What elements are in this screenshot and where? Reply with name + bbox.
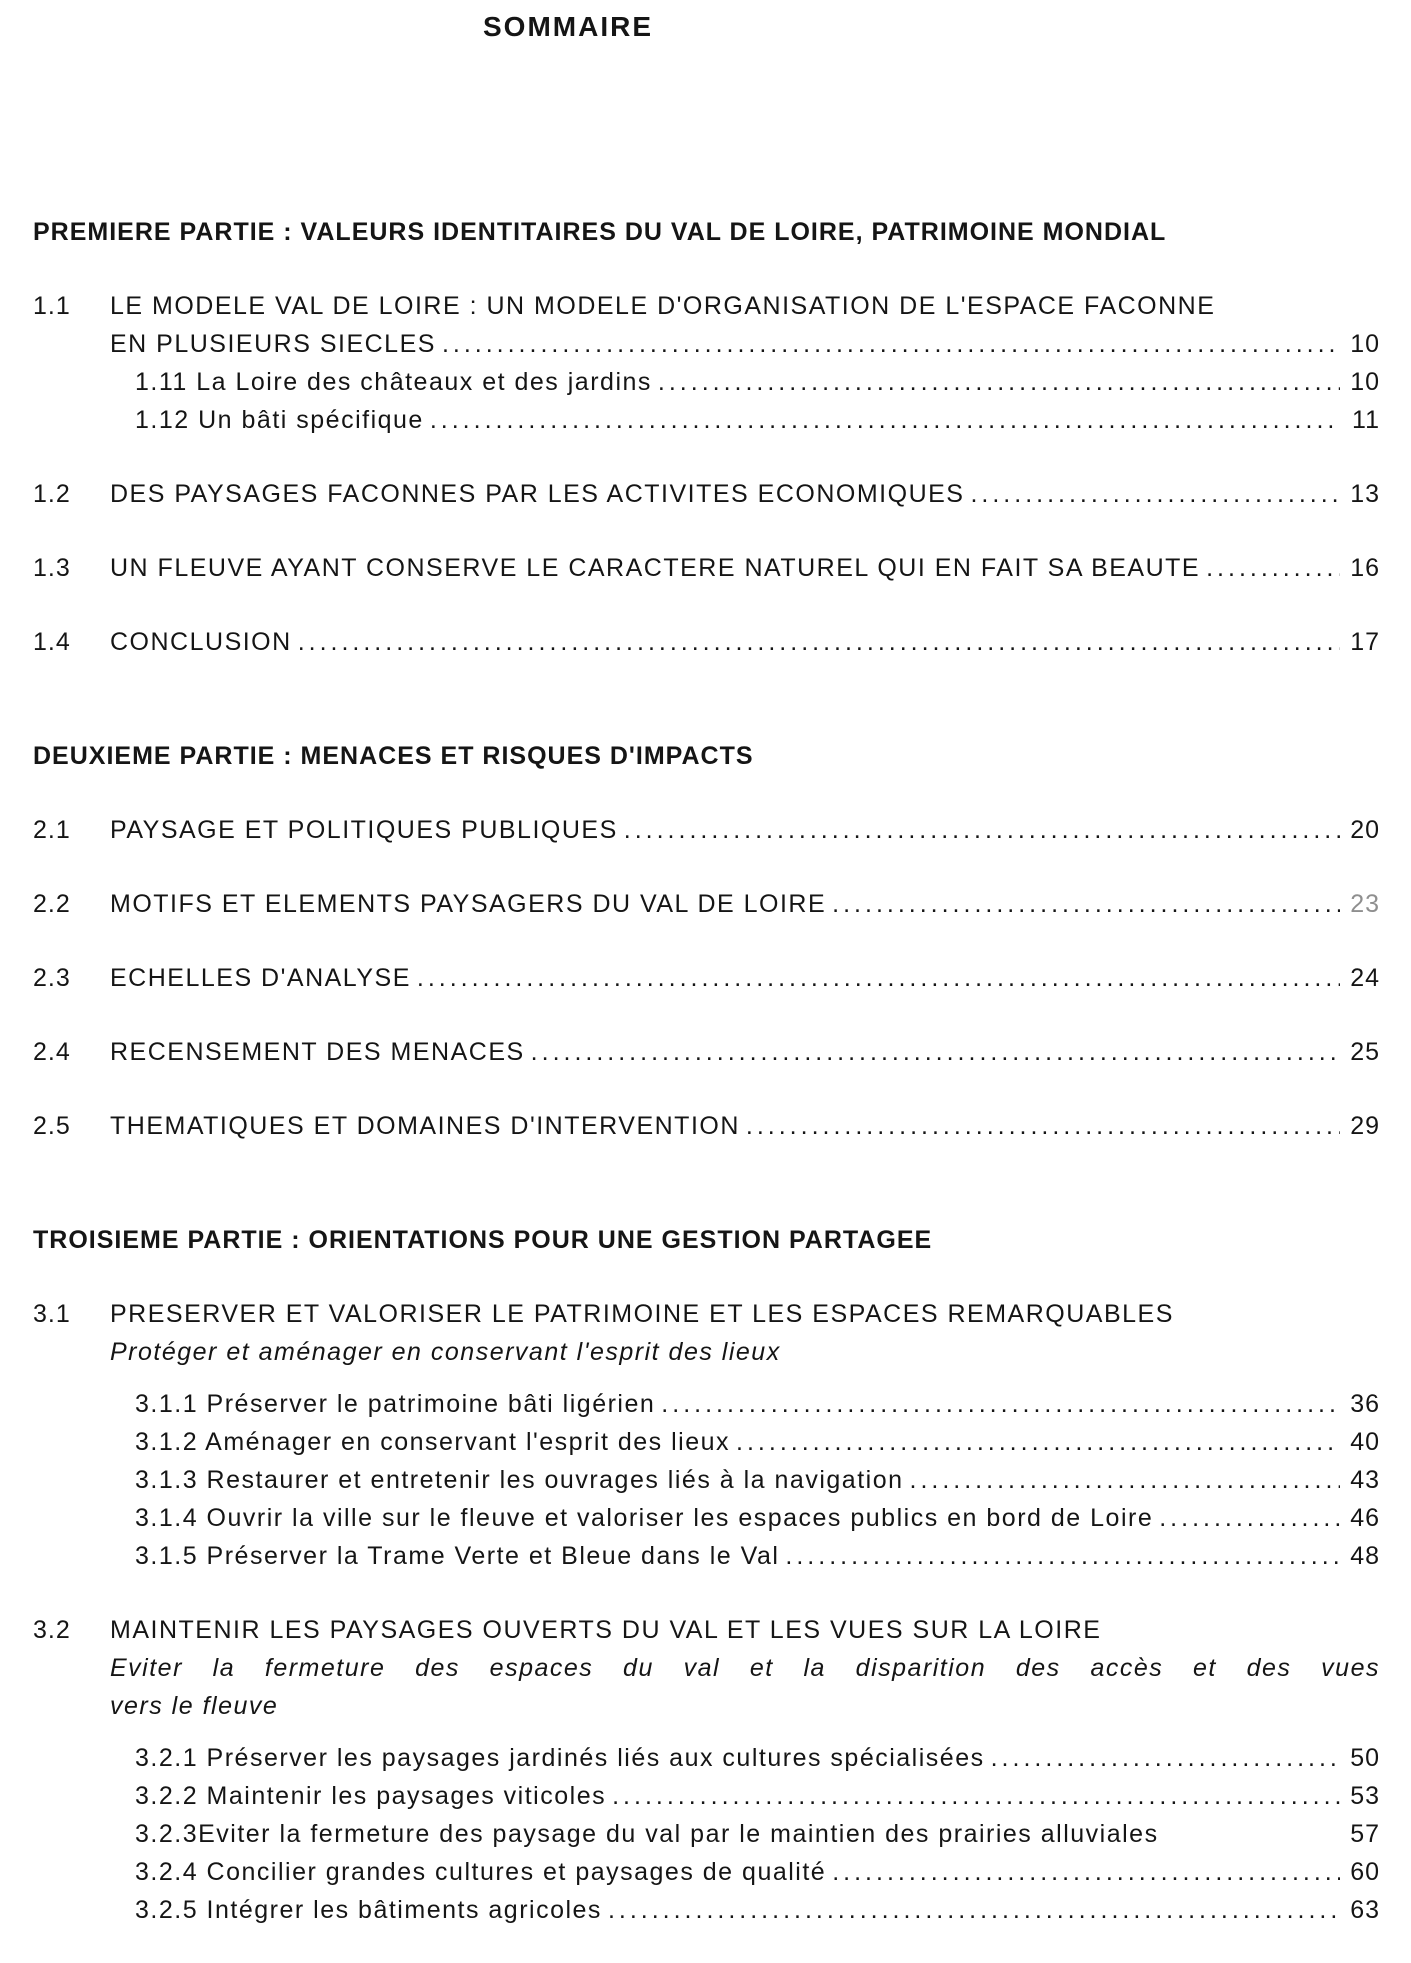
dot-leader: [832, 1853, 1340, 1891]
entry-title: [110, 959, 1380, 997]
entry-title-text: MOTIFS ET ELEMENTS PAYSAGERS DU VAL DE LOIRE: [110, 890, 827, 918]
entry-title-text: UN FLEUVE AYANT CONSERVE LE CARACTERE NATUREL QUI EN FAIT SA BEAUTE: [110, 554, 1201, 582]
entry-number: 2.1: [33, 816, 71, 844]
page-number: 17: [1350, 628, 1380, 656]
toc-entry: [33, 1295, 1380, 1575]
entry-body: [110, 623, 1380, 661]
entry-number: 1.1: [33, 292, 71, 320]
toc-entry: [33, 549, 1380, 587]
toc-entry: [33, 811, 1380, 849]
page-number: 10: [1350, 330, 1380, 358]
page-number: 13: [1350, 480, 1380, 508]
entry-body: [110, 549, 1380, 587]
subentry-group: [135, 1385, 1380, 1575]
toc-subentry-text: 3.1.1 Préserver le patrimoine bâti ligérien: [135, 1390, 656, 1418]
page-number: 53: [1350, 1782, 1380, 1810]
toc-subentry-text: 3.2.5 Intégrer les bâtiments agricoles: [135, 1896, 602, 1924]
dot-leader: [430, 401, 1340, 439]
page-number: 48: [1350, 1542, 1380, 1570]
toc-subentry-text: 3.1.2 Aménager en conservant l'esprit des lieux: [135, 1428, 731, 1456]
toc-subentry: [135, 401, 1380, 439]
toc-subentry-text: 3.2.2 Maintenir les paysages viticoles: [135, 1782, 607, 1810]
toc-entry: [33, 959, 1380, 997]
entry-title-text: PAYSAGE ET POLITIQUES PUBLIQUES: [110, 816, 618, 844]
entry-title-text: ECHELLES D'ANALYSE: [110, 964, 411, 992]
entry-subtitle: Eviter la fermeture des espaces du val et la disparition des accès et des vues: [110, 1654, 1380, 1682]
toc-subentry: [135, 1499, 1380, 1537]
entry-title-text: EN PLUSIEURS SIECLES: [110, 330, 436, 358]
page-number: 40: [1350, 1428, 1380, 1456]
toc-subentry: [135, 1385, 1380, 1423]
entry-number: 2.5: [33, 1112, 71, 1140]
toc: [33, 213, 1380, 1929]
entry-number: 2.3: [33, 964, 71, 992]
dot-leader: [1159, 1499, 1340, 1537]
toc-entry: [33, 885, 1380, 923]
entry-number: 1.4: [33, 628, 71, 656]
dot-leader: [991, 1739, 1340, 1777]
entry-number: 3.1: [33, 1300, 71, 1328]
entry-title: [110, 1107, 1380, 1145]
toc-subentry: [135, 1461, 1380, 1499]
toc-subentry-text: 1.11 La Loire des châteaux et des jardins: [135, 368, 652, 396]
page-number: 57: [1350, 1820, 1380, 1848]
toc-section: [33, 213, 1380, 661]
entry-body: [110, 1611, 1380, 1929]
entry-subtitle: Protéger et aménager en conservant l'esprit des lieux: [110, 1338, 781, 1366]
toc-section: [33, 737, 1380, 1145]
dot-leader: [612, 1777, 1340, 1815]
page-number: 16: [1350, 554, 1380, 582]
entry-title: LE MODELE VAL DE LOIRE : UN MODELE D'ORGANISATION DE L'ESPACE FACONNE: [110, 292, 1216, 320]
toc-subentry: [135, 1537, 1380, 1575]
page-number: 36: [1350, 1390, 1380, 1418]
dot-leader: [298, 623, 1340, 661]
entry-body: [110, 885, 1380, 923]
page-number: 50: [1350, 1744, 1380, 1772]
entry-body: [110, 1033, 1380, 1071]
entry-title: [110, 1033, 1380, 1071]
section-heading: DEUXIEME PARTIE : MENACES ET RISQUES D'IMPACTS: [33, 742, 754, 770]
entry-title: PRESERVER ET VALORISER LE PATRIMOINE ET LES ESPACES REMARQUABLES: [110, 1300, 1174, 1328]
dot-leader: [417, 959, 1340, 997]
entry-title: [110, 811, 1380, 849]
dot-leader: [785, 1537, 1340, 1575]
toc-subentry: [135, 363, 1380, 401]
toc-entry: [33, 1033, 1380, 1071]
entry-number: 2.4: [33, 1038, 71, 1066]
dot-leader: [624, 811, 1340, 849]
entry-body: [110, 1295, 1380, 1575]
page-number: 11: [1352, 406, 1380, 434]
toc-subentry: [135, 1853, 1380, 1891]
dot-leader: [608, 1891, 1340, 1929]
toc-entry: [33, 1611, 1380, 1929]
dot-leader: [736, 1423, 1340, 1461]
section-heading: PREMIERE PARTIE : VALEURS IDENTITAIRES DU VAL DE LOIRE, PATRIMOINE MONDIAL: [33, 218, 1167, 246]
entry-title-text: CONCLUSION: [110, 628, 292, 656]
toc-subentry-text: 3.1.5 Préserver la Trame Verte et Bleue dans le Val: [135, 1542, 780, 1570]
entry-body: [110, 475, 1380, 513]
toc-subentry: [135, 1739, 1380, 1777]
entry-title-text: RECENSEMENT DES MENACES: [110, 1038, 525, 1066]
entry-body: [110, 1107, 1380, 1145]
page-title: SOMMAIRE: [483, 11, 653, 42]
toc-entry: [33, 623, 1380, 661]
entry-number: 2.2: [33, 890, 71, 918]
page-number: 23: [1350, 890, 1380, 918]
toc-subentry-text: 3.2.3Eviter la fermeture des paysage du val par le maintien des prairies alluviales: [135, 1820, 1159, 1848]
page-number: 63: [1350, 1896, 1380, 1924]
toc-subentry-text: 3.2.1 Préserver les paysages jardinés liés aux cultures spécialisées: [135, 1744, 985, 1772]
entry-body: [110, 959, 1380, 997]
dot-leader: [970, 475, 1340, 513]
dot-leader: [832, 885, 1340, 923]
toc-entry: [33, 287, 1380, 439]
page-number: 24: [1350, 964, 1380, 992]
entry-body: [110, 287, 1380, 439]
toc-subentry: [135, 1423, 1380, 1461]
dot-leader: [1206, 549, 1340, 587]
page-number: 20: [1350, 816, 1380, 844]
section-heading: TROISIEME PARTIE : ORIENTATIONS POUR UNE GESTION PARTAGEE: [33, 1226, 933, 1254]
entry-title: [110, 325, 1380, 363]
entry-title: MAINTENIR LES PAYSAGES OUVERTS DU VAL ET LES VUES SUR LA LOIRE: [110, 1616, 1102, 1644]
page-number: 10: [1350, 368, 1380, 396]
page-number: 60: [1350, 1858, 1380, 1886]
dot-leader: [910, 1461, 1341, 1499]
entry-title: [110, 623, 1380, 661]
dot-leader: [658, 363, 1340, 401]
toc-subentry-text: 3.1.3 Restaurer et entretenir les ouvrages liés à la navigation: [135, 1466, 904, 1494]
entry-number: 1.2: [33, 480, 71, 508]
entry-title: [110, 549, 1380, 587]
toc-section: [33, 1221, 1380, 1929]
toc-entry: [33, 475, 1380, 513]
toc-subentry-text: 3.2.4 Concilier grandes cultures et paysages de qualité: [135, 1858, 827, 1886]
toc-subentry-text: 3.1.4 Ouvrir la ville sur le fleuve et valoriser les espaces publics en bord de Loire: [135, 1504, 1154, 1532]
entry-subtitle: vers le fleuve: [110, 1692, 279, 1720]
page-number: 46: [1350, 1504, 1380, 1532]
entry-number: 1.3: [33, 554, 71, 582]
subentry-group: [135, 363, 1380, 439]
toc-subentry: [135, 1777, 1380, 1815]
toc-subentry: [135, 1815, 1380, 1853]
dot-leader: [746, 1107, 1340, 1145]
entry-body: [110, 811, 1380, 849]
page-number: 29: [1350, 1112, 1380, 1140]
toc-subentry: [135, 1891, 1380, 1929]
dot-leader: [661, 1385, 1340, 1423]
dot-leader: [442, 325, 1340, 363]
dot-leader: [531, 1033, 1340, 1071]
entry-number: 3.2: [33, 1616, 71, 1644]
page-number: 25: [1350, 1038, 1380, 1066]
page-number: 43: [1350, 1466, 1380, 1494]
entry-title-text: THEMATIQUES ET DOMAINES D'INTERVENTION: [110, 1112, 740, 1140]
toc-entry: [33, 1107, 1380, 1145]
entry-title: [110, 885, 1380, 923]
entry-title-text: DES PAYSAGES FACONNES PAR LES ACTIVITES ECONOMIQUES: [110, 480, 965, 508]
subentry-group: [135, 1739, 1380, 1929]
toc-subentry-text: 1.12 Un bâti spécifique: [135, 406, 424, 434]
entry-title: [110, 475, 1380, 513]
